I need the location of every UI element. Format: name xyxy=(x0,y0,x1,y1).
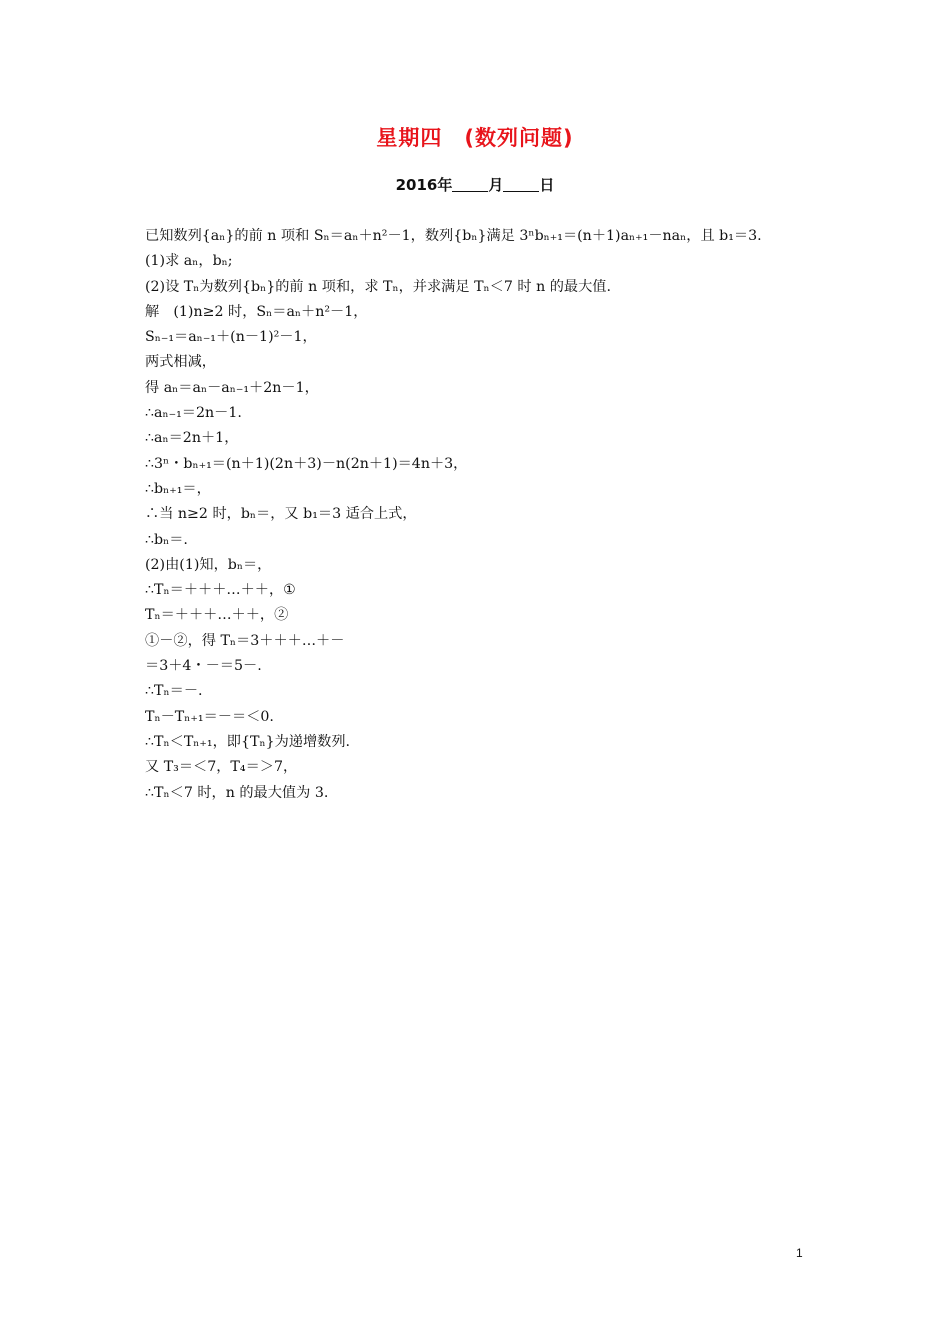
solution-line: 解 (1)n≥2 时，Sₙ＝aₙ＋n²－1， xyxy=(145,303,368,320)
solution-line: ∴aₙ＝2n＋1， xyxy=(145,430,239,447)
solution-line: Tₙ－Tₙ₊₁＝－＝＜0. xyxy=(145,708,274,725)
solution-line: ∴bₙ＝. xyxy=(145,531,188,548)
question-2: (2)设 Tₙ为数列{bₙ}的前 n 项和，求 Tₙ，并求满足 Tₙ＜7 时 n 的最大值. xyxy=(145,278,612,295)
solution-line: (2)由(1)知，bₙ＝， xyxy=(145,556,272,573)
solution-line: ∴Tₙ＝－. xyxy=(145,683,203,700)
solution-line: 得 aₙ＝aₙ－aₙ₋₁＋2n－1， xyxy=(145,379,319,396)
page-number: 1 xyxy=(796,1246,803,1260)
solution-line: ∴bₙ₊₁＝， xyxy=(145,480,211,497)
date-month: 月 xyxy=(488,176,504,194)
solution-line: 又 T₃＝＜7，T₄＝＞7， xyxy=(145,759,298,776)
solution-line: ∴当 n≥2 时，bₙ＝，又 b₁＝3 适合上式， xyxy=(145,506,417,523)
day-blank xyxy=(503,177,539,192)
problem-statement: 已知数列{aₙ}的前 n 项和 Sₙ＝aₙ＋n²－1，数列{bₙ}满足 3ⁿbₙ₊₁＝(n＋1)aₙ₊₁－naₙ，且 b₁＝3. xyxy=(145,228,762,244)
solution-line: ＝3＋4・－＝5－. xyxy=(145,658,262,675)
solution-line: Tₙ＝＋＋＋…＋＋，② xyxy=(145,607,289,624)
date-year: 2016年 xyxy=(395,176,453,194)
solution-conclusion: ∴Tₙ＜7 时，n 的最大值为 3. xyxy=(145,784,329,801)
solution-line: ∴3ⁿ・bₙ₊₁＝(n＋1)(2n＋3)－n(2n＋1)＝4n＋3， xyxy=(145,455,468,472)
solution-line: ∴aₙ₋₁＝2n－1. xyxy=(145,405,242,422)
page-title: 星期四 (数列问题) xyxy=(376,126,574,150)
solution-line: 两式相减， xyxy=(145,354,216,371)
question-1: (1)求 aₙ，bₙ; xyxy=(145,253,233,270)
date-line xyxy=(0,174,950,195)
solution-line: Sₙ₋₁＝aₙ₋₁＋(n－1)²－1， xyxy=(145,329,317,346)
solution-line: ∴Tₙ＝＋＋＋…＋＋，① xyxy=(145,582,296,599)
solution-line: ①－②，得 Tₙ＝3＋＋＋…＋－ xyxy=(145,632,345,649)
date-day: 日 xyxy=(539,176,555,194)
month-blank xyxy=(452,177,488,192)
problem-content xyxy=(145,224,825,806)
solution-line: ∴Tₙ＜Tₙ₊₁，即{Tₙ}为递增数列. xyxy=(145,733,351,750)
